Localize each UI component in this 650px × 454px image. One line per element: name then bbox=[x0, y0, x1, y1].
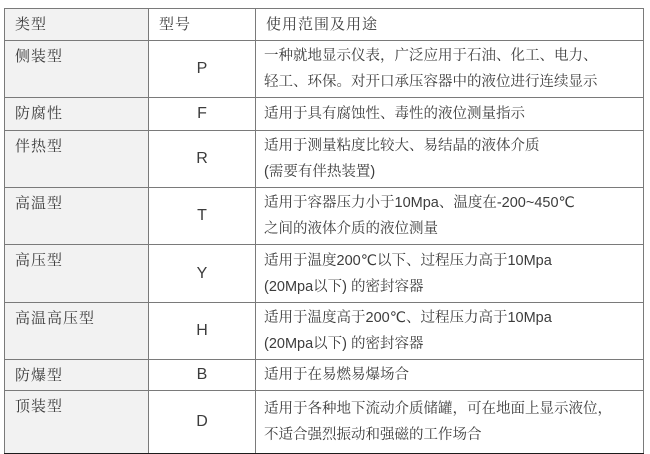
usage-line: 适用于温度200℃以下、过程压力高于10Mpa bbox=[264, 252, 552, 269]
usage-line: (需要有伴热装置) bbox=[264, 164, 376, 180]
usage-line: 一种就地显示仪表，广泛应用于石油、化工、电力、 bbox=[264, 48, 598, 64]
usage-line: 适用于温度高于200℃、过程压力高于10Mpa bbox=[264, 310, 552, 326]
usage-line: 之间的液体介质的液位测量 bbox=[264, 221, 438, 237]
table-row bbox=[5, 303, 644, 360]
usage-line: 轻工、环保。对开口承压容器中的液位进行连续显示 bbox=[264, 74, 598, 90]
usage-cell bbox=[256, 245, 644, 303]
usage-cell bbox=[256, 98, 644, 131]
table-row bbox=[5, 391, 644, 454]
table-header-row bbox=[5, 9, 644, 41]
usage-line: 适用于在易燃易爆场合 bbox=[264, 367, 409, 383]
usage-cell bbox=[256, 391, 644, 454]
table-row bbox=[5, 98, 644, 131]
type-cell: 高温型 bbox=[5, 188, 149, 245]
usage-line: (20Mpa以下) 的密封容器 bbox=[264, 336, 424, 352]
table-row bbox=[5, 41, 644, 98]
usage-cell bbox=[256, 41, 644, 98]
usage-line: 适用于测量粘度比较大、易结晶的液体介质 bbox=[264, 138, 540, 154]
type-cell: 顶装型 bbox=[5, 391, 149, 454]
table-row bbox=[5, 360, 644, 391]
type-cell: 侧装型 bbox=[5, 41, 149, 98]
usage-cell bbox=[256, 303, 644, 360]
usage-line: (20Mpa以下) 的密封容器 bbox=[264, 278, 424, 295]
model-cell: R bbox=[149, 131, 256, 188]
type-cell: 高温高压型 bbox=[5, 303, 149, 360]
header-type: 类型 bbox=[5, 9, 149, 41]
model-cell: B bbox=[149, 360, 256, 391]
type-cell: 防腐性 bbox=[5, 98, 149, 131]
type-cell: 高压型 bbox=[5, 245, 149, 303]
table-row bbox=[5, 131, 644, 188]
usage-line: 不适合强烈振动和强磁的工作场合 bbox=[264, 426, 482, 443]
usage-cell bbox=[256, 131, 644, 188]
header-usage: 使用范围及用途 bbox=[256, 9, 644, 41]
usage-line: 适用于具有腐蚀性、毒性的液位测量指示 bbox=[264, 106, 525, 122]
type-cell: 伴热型 bbox=[5, 131, 149, 188]
usage-cell bbox=[256, 188, 644, 245]
usage-line: 适用于各种地下流动介质储罐，可在地面上显示液位， bbox=[264, 400, 612, 417]
table-row bbox=[5, 188, 644, 245]
model-cell: F bbox=[149, 98, 256, 131]
model-cell: D bbox=[149, 391, 256, 454]
usage-cell bbox=[256, 360, 644, 391]
gauge-type-spec-table bbox=[4, 8, 644, 454]
model-cell: P bbox=[149, 41, 256, 98]
usage-line: 适用于容器压力小于10Mpa、温度在-200~450℃ bbox=[264, 195, 575, 211]
model-cell: Y bbox=[149, 245, 256, 303]
table-row bbox=[5, 245, 644, 303]
type-cell: 防爆型 bbox=[5, 360, 149, 391]
model-cell: T bbox=[149, 188, 256, 245]
model-cell: H bbox=[149, 303, 256, 360]
header-model: 型号 bbox=[149, 9, 256, 41]
